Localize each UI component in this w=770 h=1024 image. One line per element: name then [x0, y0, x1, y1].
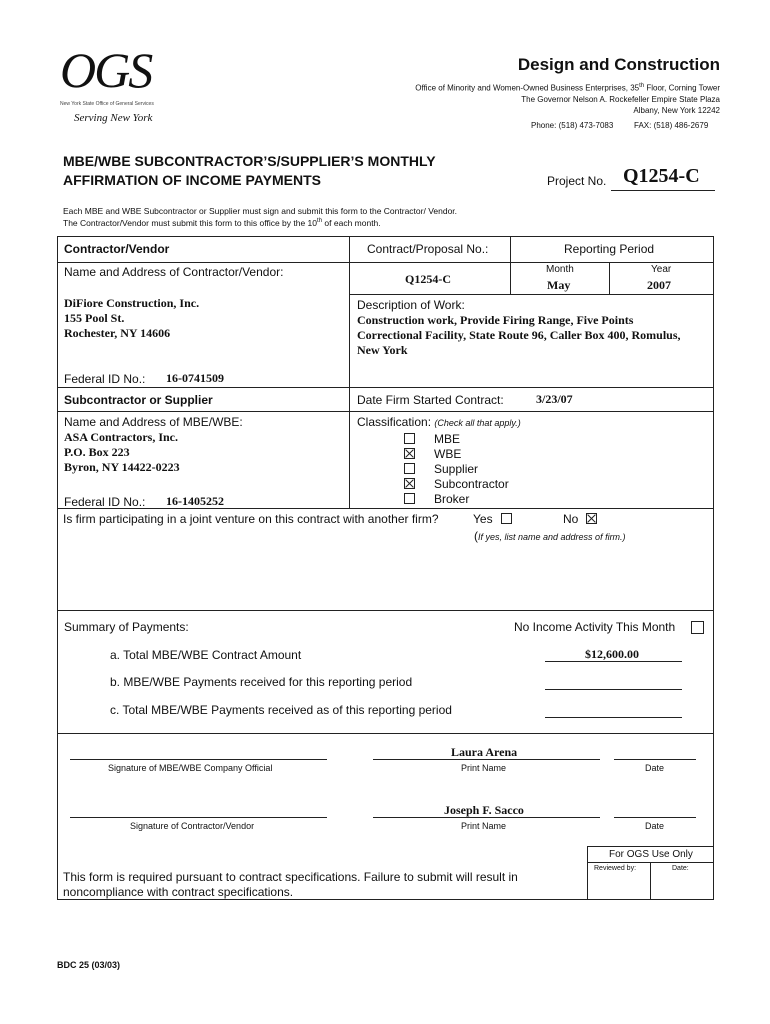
subcontractor-heading: Subcontractor or Supplier [64, 393, 213, 407]
payment-row-c: c. Total MBE/WBE Payments received as of this reporting period [110, 703, 452, 717]
logo-tagline: Serving New York [74, 112, 153, 124]
payment-amount-a[interactable]: $12,600.00 [585, 647, 639, 661]
project-number[interactable]: Q1254-C [623, 165, 700, 187]
contractor-fed-id[interactable]: 16-0741509 [166, 371, 224, 385]
office-address-line1: Office of Minority and Women-Owned Business Enterprises, 35th Floor, Corning Tower [415, 83, 720, 93]
joint-no-label: No [563, 512, 579, 526]
date-label-1: Date [645, 763, 665, 773]
sub-street[interactable]: P.O. Box 223 [64, 445, 130, 459]
supplier-label: Supplier [434, 462, 479, 476]
office-address-line2: The Governor Nelson A. Rockefeller Empire State Plaza [521, 95, 720, 104]
subcontractor-checkbox[interactable] [404, 478, 415, 489]
contractor-name-label: Name and Address of Contractor/Vendor: [64, 265, 284, 279]
contract-no-label: Contract/Proposal No.: [367, 242, 489, 256]
logo-mark: OGS [60, 42, 152, 98]
year-label: Year [651, 264, 672, 275]
joint-no-checkbox[interactable] [586, 513, 597, 524]
print-name-1[interactable]: Laura Arena [451, 745, 518, 759]
payment-row-b: b. MBE/WBE Payments received for this reporting period [110, 675, 413, 689]
form-title-line2: AFFIRMATION OF INCOME PAYMENTS [63, 172, 321, 188]
no-activity-label: No Income Activity This Month [514, 620, 676, 634]
reviewed-by-label: Reviewed by: [594, 865, 637, 872]
form-title-line1: MBE/WBE SUBCONTRACTOR’S/SUPPLIER’S MONTHLY [63, 153, 436, 169]
payment-row-a: a. Total MBE/WBE Contract Amount [110, 648, 302, 662]
signature-line-2[interactable] [70, 817, 327, 818]
contractor-fed-id-label: Federal ID No.: [64, 372, 146, 386]
mbe-label: MBE [434, 432, 461, 446]
joint-venture-note: (If yes, list name and address of firm.) [474, 529, 626, 543]
ogs-date-label: Date: [672, 865, 689, 872]
office-phone: Phone: (518) 473-7083 [531, 121, 614, 130]
page-title: Design and Construction [517, 55, 720, 74]
broker-checkbox[interactable] [404, 493, 415, 504]
contractor-name[interactable]: DiFiore Construction, Inc. [64, 296, 200, 310]
year-value[interactable]: 2007 [647, 278, 671, 292]
office-address-line3: Albany, New York 12242 [633, 106, 720, 115]
sub-name-label: Name and Address of MBE/WBE: [64, 415, 243, 429]
instruction-line2: The Contractor/Vendor must submit this form to this office by the 10th of each month. [63, 218, 381, 228]
signature-line-1[interactable] [70, 759, 327, 760]
mbe-checkbox[interactable] [404, 433, 415, 444]
contractor-street[interactable]: 155 Pool St. [64, 311, 125, 325]
form-id: BDC 25 (03/03) [57, 960, 121, 970]
office-fax: FAX: (518) 486-2679 [634, 121, 709, 130]
notice-line1: This form is required pursuant to contract specifications. Failure to submit will result in [63, 870, 518, 884]
no-activity-checkbox[interactable] [691, 621, 704, 634]
month-label: Month [546, 264, 574, 275]
classification-label: Classification: (Check all that apply.) [357, 415, 521, 429]
wbe-checkbox[interactable] [404, 448, 415, 459]
print-name-label-2: Print Name [461, 821, 507, 831]
reporting-period-label: Reporting Period [564, 242, 655, 256]
instruction-line1: Each MBE and WBE Subcontractor or Supplier must sign and submit this form to the Contractor/ Vendor. [63, 206, 458, 216]
date-started-label: Date Firm Started Contract: [357, 393, 504, 407]
month-value[interactable]: May [547, 278, 571, 292]
sub-fed-id-label: Federal ID No.: [64, 495, 146, 509]
notice-line2: noncompliance with contract specifications. [63, 885, 294, 899]
wbe-label: WBE [434, 447, 462, 461]
project-label: Project No. [547, 174, 607, 188]
signature-label-2: Signature of Contractor/Vendor [130, 821, 255, 831]
contractor-city[interactable]: Rochester, NY 14606 [64, 326, 171, 340]
date-line-1[interactable] [614, 759, 696, 760]
joint-venture-question: Is firm participating in a joint venture on this contract with another firm? [63, 512, 439, 526]
sub-fed-id[interactable]: 16-1405252 [166, 494, 224, 508]
supplier-checkbox[interactable] [404, 463, 415, 474]
logo-subtext: New York State Office of General Services [60, 101, 154, 107]
sub-city[interactable]: Byron, NY 14422-0223 [64, 460, 180, 474]
print-name-2[interactable]: Joseph F. Sacco [444, 803, 524, 817]
summary-label: Summary of Payments: [64, 620, 189, 634]
signature-label-1: Signature of MBE/WBE Company Official [108, 763, 273, 773]
payment-amount-c-field[interactable] [545, 717, 682, 718]
joint-yes-checkbox[interactable] [501, 513, 512, 524]
joint-yes-label: Yes [473, 512, 493, 526]
payment-amount-b-field[interactable] [545, 689, 682, 690]
print-name-label-1: Print Name [461, 763, 507, 773]
contract-number[interactable]: Q1254-C [405, 272, 451, 286]
description-line2[interactable]: Correctional Facility, State Route 96, Caller Box 400, Romulus, [357, 328, 681, 342]
subcontractor-label: Subcontractor [434, 477, 509, 491]
sub-name[interactable]: ASA Contractors, Inc. [64, 430, 178, 444]
description-line3[interactable]: New York [357, 343, 408, 357]
date-line-2[interactable] [614, 817, 696, 818]
description-line1[interactable]: Construction work, Provide Firing Range, Five Points [357, 313, 634, 327]
date-label-2: Date [645, 821, 665, 831]
ogs-use-only: For OGS Use Only [609, 849, 693, 860]
contractor-heading: Contractor/Vendor [64, 242, 170, 256]
date-started[interactable]: 3/23/07 [536, 392, 573, 406]
broker-label: Broker [434, 492, 470, 506]
description-label: Description of Work: [357, 298, 465, 312]
